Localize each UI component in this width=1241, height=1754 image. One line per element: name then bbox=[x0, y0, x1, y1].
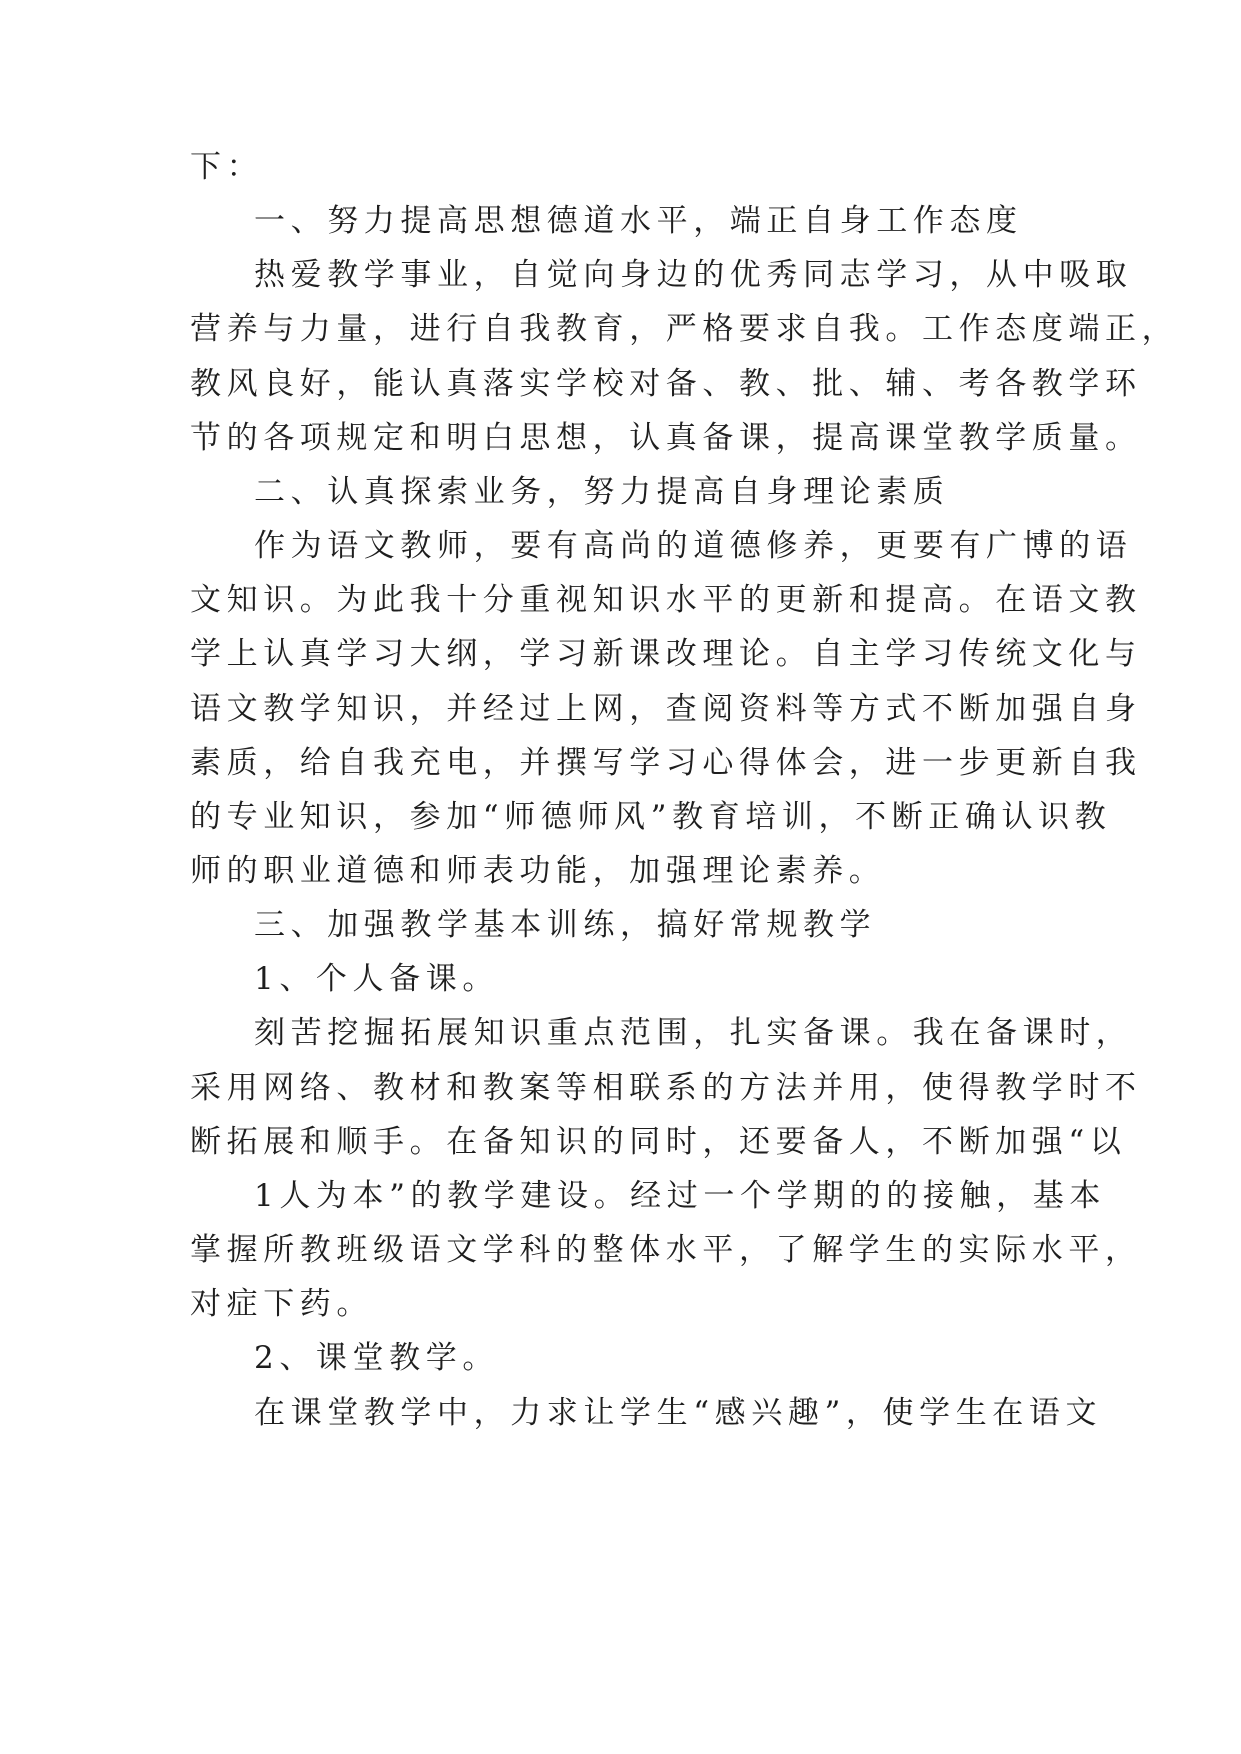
paragraph-line: 语文教学知识，并经过上网，查阅资料等方式不断加强自身 bbox=[190, 691, 1142, 727]
paragraph-line: 教风良好，能认真落实学校对备、教、批、辅、考各教学环 bbox=[190, 366, 1142, 402]
paragraph-line: 文知识。为此我十分重视知识水平的更新和提高。在语文教 bbox=[190, 582, 1142, 618]
paragraph-line: 采用网络、教材和教案等相联系的方法并用，使得教学时不 bbox=[190, 1070, 1142, 1106]
paragraph-line: 素质，给自我充电，并撰写学习心得体会，进一步更新自我 bbox=[190, 745, 1142, 781]
paragraph-line: 师的职业道德和师表功能，加强理论素养。 bbox=[190, 853, 886, 889]
paragraph-line: 在课堂教学中，力求让学生“感兴趣”，使学生在语文 bbox=[254, 1395, 1103, 1431]
section-heading-2: 二、认真探索业务，努力提高自身理论素质 bbox=[254, 474, 950, 510]
subheading-2: 2、课堂教学。 bbox=[254, 1340, 499, 1376]
paragraph-line: 热爱教学事业，自觉向身边的优秀同志学习，从中吸取 bbox=[254, 257, 1133, 293]
paragraph-line: 1人为本”的教学建设。经过一个学期的的接触，基本 bbox=[254, 1178, 1106, 1214]
paragraph-line: 的专业知识，参加“师德师风”教育培训，不断正确认识教 bbox=[190, 799, 1112, 835]
section-heading-3: 三、加强教学基本训练，搞好常规教学 bbox=[254, 907, 877, 943]
paragraph-line: 刻苦挖掘拓展知识重点范围，扎实备课。我在备课时， bbox=[254, 1015, 1133, 1051]
paragraph-line: 作为语文教师，要有高尚的道德修养，更要有广博的语 bbox=[254, 528, 1133, 564]
paragraph-line: 掌握所教班级语文学科的整体水平，了解学生的实际水平， bbox=[190, 1232, 1142, 1268]
paragraph-line: 节的各项规定和明白思想，认真备课，提高课堂教学质量。 bbox=[190, 420, 1142, 456]
paragraph-line: 学上认真学习大纲，学习新课改理论。自主学习传统文化与 bbox=[190, 636, 1142, 672]
section-heading-1: 一、努力提高思想德道水平，端正自身工作态度 bbox=[254, 203, 1023, 239]
paragraph-line: 对症下药。 bbox=[190, 1286, 373, 1322]
paragraph-line: 营养与力量，进行自我教育，严格要求自我。工作态度端正， bbox=[190, 311, 1179, 347]
subheading-1: 1、个人备课。 bbox=[254, 961, 499, 997]
paragraph-line: 断拓展和顺手。在备知识的同时，还要备人，不断加强“以 bbox=[190, 1124, 1127, 1160]
text-line: 下： bbox=[190, 149, 264, 185]
